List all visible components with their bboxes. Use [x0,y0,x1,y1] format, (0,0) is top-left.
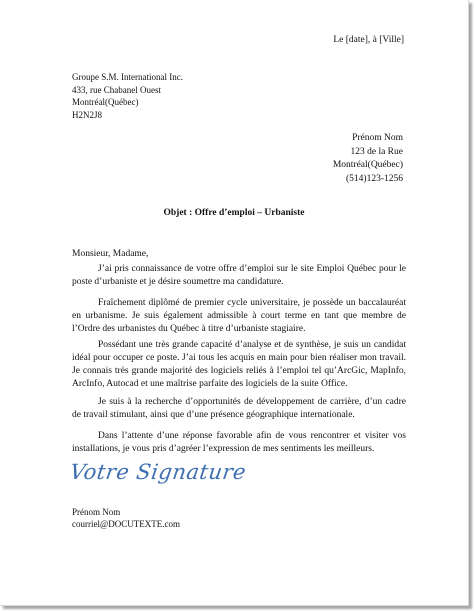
recipient-address [72,71,183,121]
handwritten-signature: Votre Signature [68,460,248,484]
recipient-city: Montréal(Québec) [72,97,139,107]
sender-name: Prénom Nom [352,133,403,143]
letter-greeting: Monsieur, Madame, [72,249,149,259]
recipient-postal-code: H2N2J8 [72,109,103,120]
sender-address [333,132,403,186]
recipient-company: Groupe S.M. International Inc. [72,72,183,82]
recipient-street: 433, rue Chabanel Ouest [72,84,161,95]
paragraph-education: Fraîchement diplômé de premier cycle universitaire, je possède un baccalauréat en urbanisme. Je suis également admissible à court terme en tant que membre de l’Ordre des urbanistes du Québec à titre d’urbaniste stagiaire. [72,298,406,334]
paragraph-closing: Dans l’attente d’une réponse favorable afin de vous rencontrer et visiter vos installations, je vous pris d’agréer l’expression de mes sentiments les meilleurs. [72,431,406,454]
paragraph-skills: Possédant une très grande capacité d’analyse et de synthèse, je suis un candidat idéal pour occuper ce poste. J’ai tous les acquis en main pour bien réaliser mon travail. Je connais très grande majorité des logiciels reliés à l’emploi tel qu’ArcGic, MapInfo, ArcInfo, Autocad et une maîtrise parfaite des logiciels de la suite Office. [72,340,406,389]
sender-phone: (514)123-1256 [346,173,403,184]
date-place-line: Le [date], à [Ville] [333,35,404,45]
sender-street: 123 de la Rue [350,146,403,157]
paragraph-intro: J’ai pris connaissance de votre offre d’emploi sur le site Emploi Québec pour le poste d’urbaniste et je désire soumettre ma candidature. [72,264,406,287]
contact-email: courriel@DOCUTEXTE.com [72,519,181,529]
paragraph-goals: Je suis à la recherche d’opportunités de développement de carrière, d’un cadre de travail stimulant, ainsi que d’une présence géographique internationale. [72,397,406,420]
contact-name: Prénom Nom [72,507,121,517]
contact-block [72,506,180,530]
sender-city: Montréal(Québec) [332,160,403,170]
letter-subject: Objet : Offre d’emploi – Urbaniste [163,208,305,218]
